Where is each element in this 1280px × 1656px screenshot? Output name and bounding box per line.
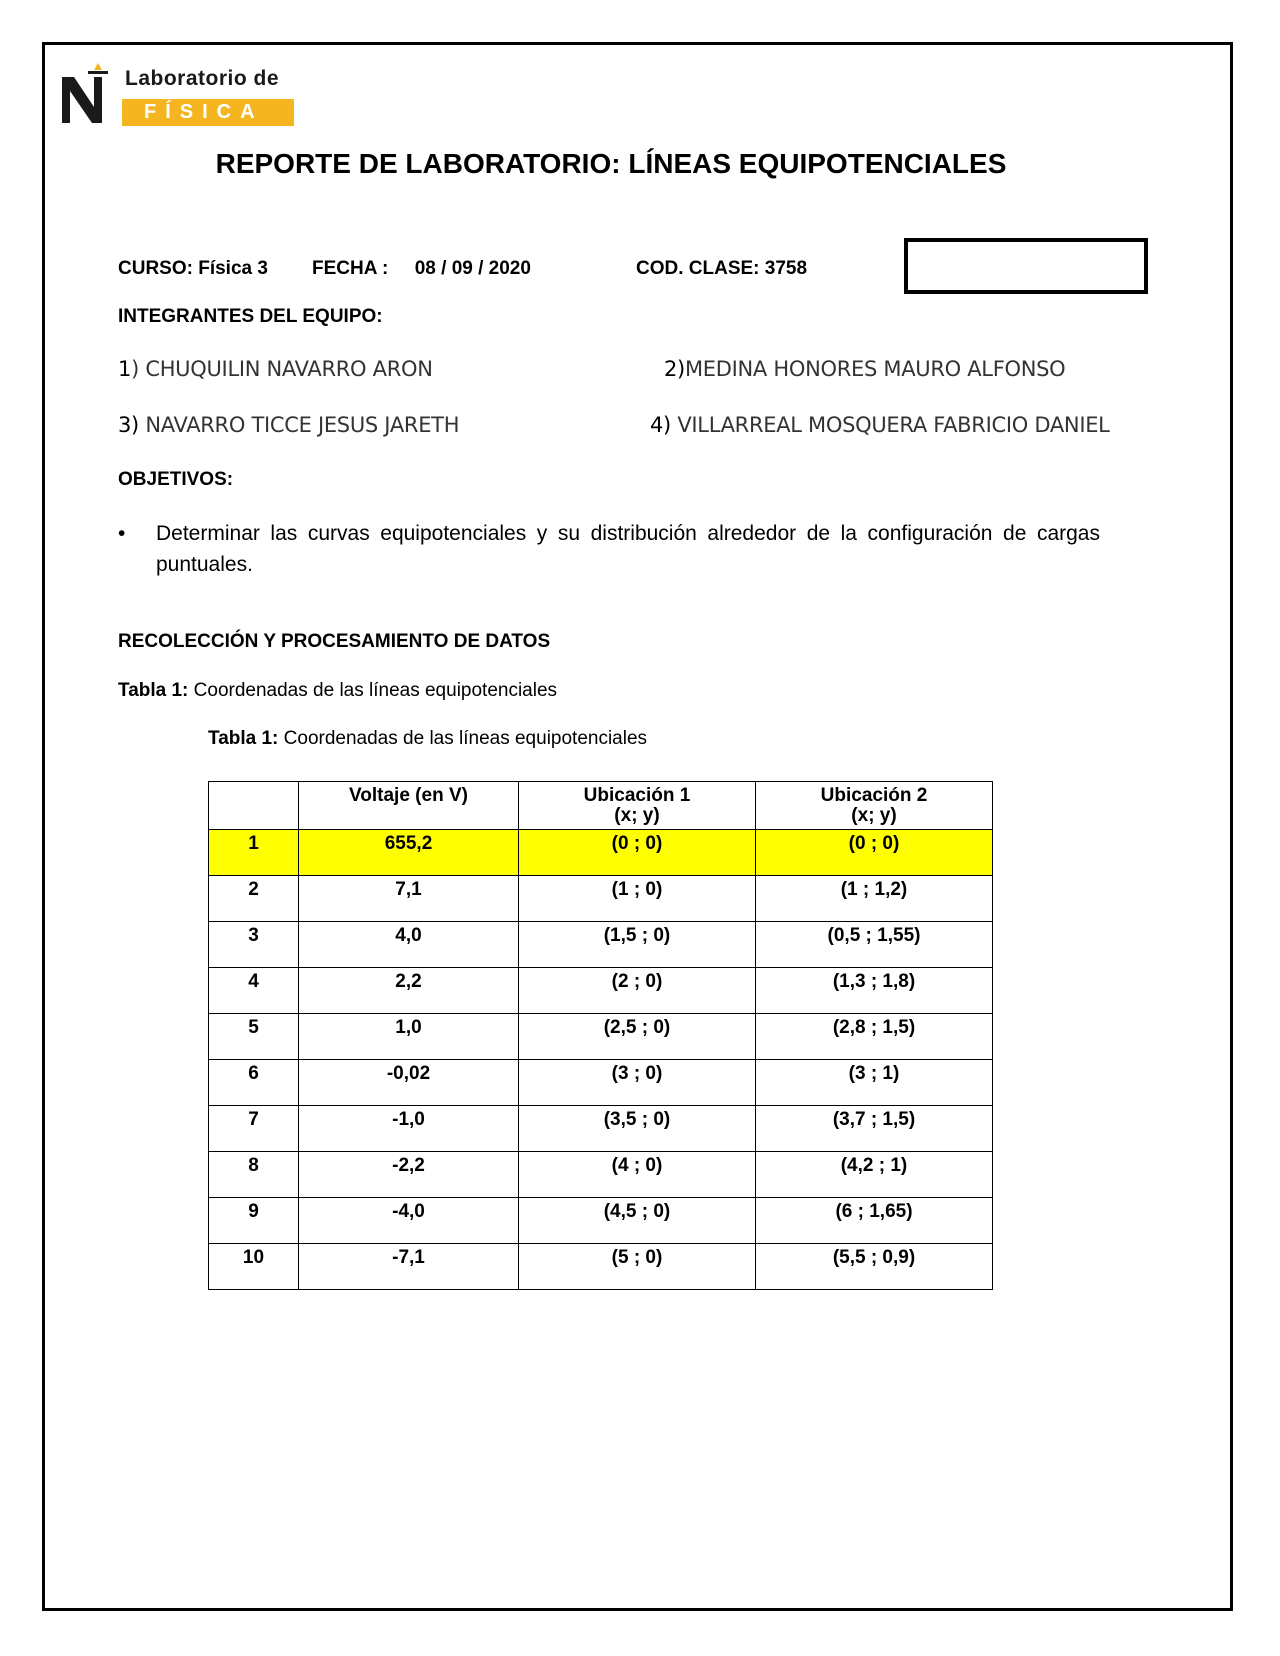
logo-text: Laboratorio de <box>125 67 280 90</box>
table-cell: (0 ; 0) <box>756 830 993 876</box>
team-heading: INTEGRANTES DEL EQUIPO: <box>118 306 383 327</box>
table-cell: (3 ; 0) <box>519 1060 756 1106</box>
class-code-label: COD. CLASE: 3758 <box>636 258 808 279</box>
logo-band: FÍSICA <box>122 99 294 126</box>
table-row <box>209 830 993 876</box>
member-name: NAVARRO TICCE JESUS JARETH <box>138 413 460 437</box>
code-box <box>904 238 1148 294</box>
table-header-row <box>209 782 993 830</box>
date-label: FECHA : 08 / 09 / 2020 <box>312 258 531 279</box>
header-line: (x; y) <box>614 805 660 826</box>
table-header-cell <box>756 782 993 830</box>
table-cell: (4,5 ; 0) <box>519 1198 756 1244</box>
header-line: Ubicación 1 <box>583 785 691 806</box>
table-cell: 2,2 <box>299 968 519 1014</box>
table-cell: (6 ; 1,65) <box>756 1198 993 1244</box>
table-cell: 10 <box>209 1244 299 1290</box>
table-cell: (5,5 ; 0,9) <box>756 1244 993 1290</box>
table-cell: 9 <box>209 1198 299 1244</box>
table-cell: (4 ; 0) <box>519 1152 756 1198</box>
table-cell: (1 ; 1,2) <box>756 876 993 922</box>
table-cell: 4 <box>209 968 299 1014</box>
table-cell: 1,0 <box>299 1014 519 1060</box>
page-title: REPORTE DE LABORATORIO: LÍNEAS EQUIPOTENCIALES <box>215 148 1007 179</box>
member-number: 1 <box>118 357 132 381</box>
member-name: VILLARREAL MOSQUERA FABRICIO DANIEL <box>670 413 1110 437</box>
table-cell: 7 <box>209 1106 299 1152</box>
table-cell: -0,02 <box>299 1060 519 1106</box>
table-cell: 3 <box>209 922 299 968</box>
member-number: 4) <box>650 413 671 437</box>
table-cell: (0 ; 0) <box>519 830 756 876</box>
table-cell: (2,5 ; 0) <box>519 1014 756 1060</box>
table-row <box>209 1014 993 1060</box>
bullet-icon: • <box>118 522 126 545</box>
table-cell: -7,1 <box>299 1244 519 1290</box>
table-cell: -1,0 <box>299 1106 519 1152</box>
course-label: CURSO: Física 3 <box>118 258 268 279</box>
header-line: (x; y) <box>851 805 897 826</box>
member-name: MEDINA HONORES MAURO ALFONSO <box>684 357 1066 381</box>
table-cell: 4,0 <box>299 922 519 968</box>
table-cell: (2,8 ; 1,5) <box>756 1014 993 1060</box>
table-row <box>209 1198 993 1244</box>
table-cell: 5 <box>209 1014 299 1060</box>
table-row <box>209 922 993 968</box>
data-section-heading: RECOLECCIÓN Y PROCESAMIENTO DE DATOS <box>118 631 551 652</box>
caption-label: Tabla 1: <box>208 728 279 749</box>
table-cell: (3 ; 1) <box>756 1060 993 1106</box>
table-row <box>209 876 993 922</box>
table-row <box>209 1060 993 1106</box>
table-caption-1 <box>118 680 557 702</box>
table-cell: 6 <box>209 1060 299 1106</box>
table-row <box>209 1152 993 1198</box>
member-number: 3) <box>118 413 139 437</box>
table-cell: (4,2 ; 1) <box>756 1152 993 1198</box>
table-cell: 1 <box>209 830 299 876</box>
table-header-cell <box>519 782 756 830</box>
table-caption-2 <box>208 728 647 750</box>
table-cell: (2 ; 0) <box>519 968 756 1014</box>
table-cell: (1 ; 0) <box>519 876 756 922</box>
table-cell: (0,5 ; 1,55) <box>756 922 993 968</box>
table-cell: (3,7 ; 1,5) <box>756 1106 993 1152</box>
table-header-cell <box>209 782 299 830</box>
table-cell: 8 <box>209 1152 299 1198</box>
caption-label: Tabla 1: <box>118 680 189 701</box>
caption-text: Coordenadas de las líneas equipotenciales <box>278 728 648 749</box>
objective-text: Determinar las curvas equipotenciales y su distribución alrededor de la configuración de cargas puntuales. <box>156 522 1100 576</box>
table-cell: (1,3 ; 1,8) <box>756 968 993 1014</box>
header-line: Ubicación 2 <box>820 785 928 806</box>
table-row <box>209 1244 993 1290</box>
member-name: ) CHUQUILIN NAVARRO ARON <box>131 357 433 381</box>
caption-text: Coordenadas de las líneas equipotenciales <box>188 680 558 701</box>
table-cell: (1,5 ; 0) <box>519 922 756 968</box>
table-header-cell <box>299 782 519 830</box>
table-row <box>209 968 993 1014</box>
header-line: Voltaje (en V) <box>349 785 468 806</box>
table-cell: 655,2 <box>299 830 519 876</box>
objectives-heading: OBJETIVOS: <box>118 469 234 490</box>
member-4 <box>650 413 1110 437</box>
member-2 <box>664 357 1065 381</box>
table-cell: -4,0 <box>299 1198 519 1244</box>
table-row <box>209 1106 993 1152</box>
table-cell: 2 <box>209 876 299 922</box>
equipotential-table <box>208 781 993 1290</box>
member-1 <box>118 357 433 381</box>
member-number: 2) <box>664 357 685 381</box>
table-cell: 7,1 <box>299 876 519 922</box>
table-cell: (3,5 ; 0) <box>519 1106 756 1152</box>
table-cell: -2,2 <box>299 1152 519 1198</box>
member-3 <box>118 413 459 437</box>
table-cell: (5 ; 0) <box>519 1244 756 1290</box>
